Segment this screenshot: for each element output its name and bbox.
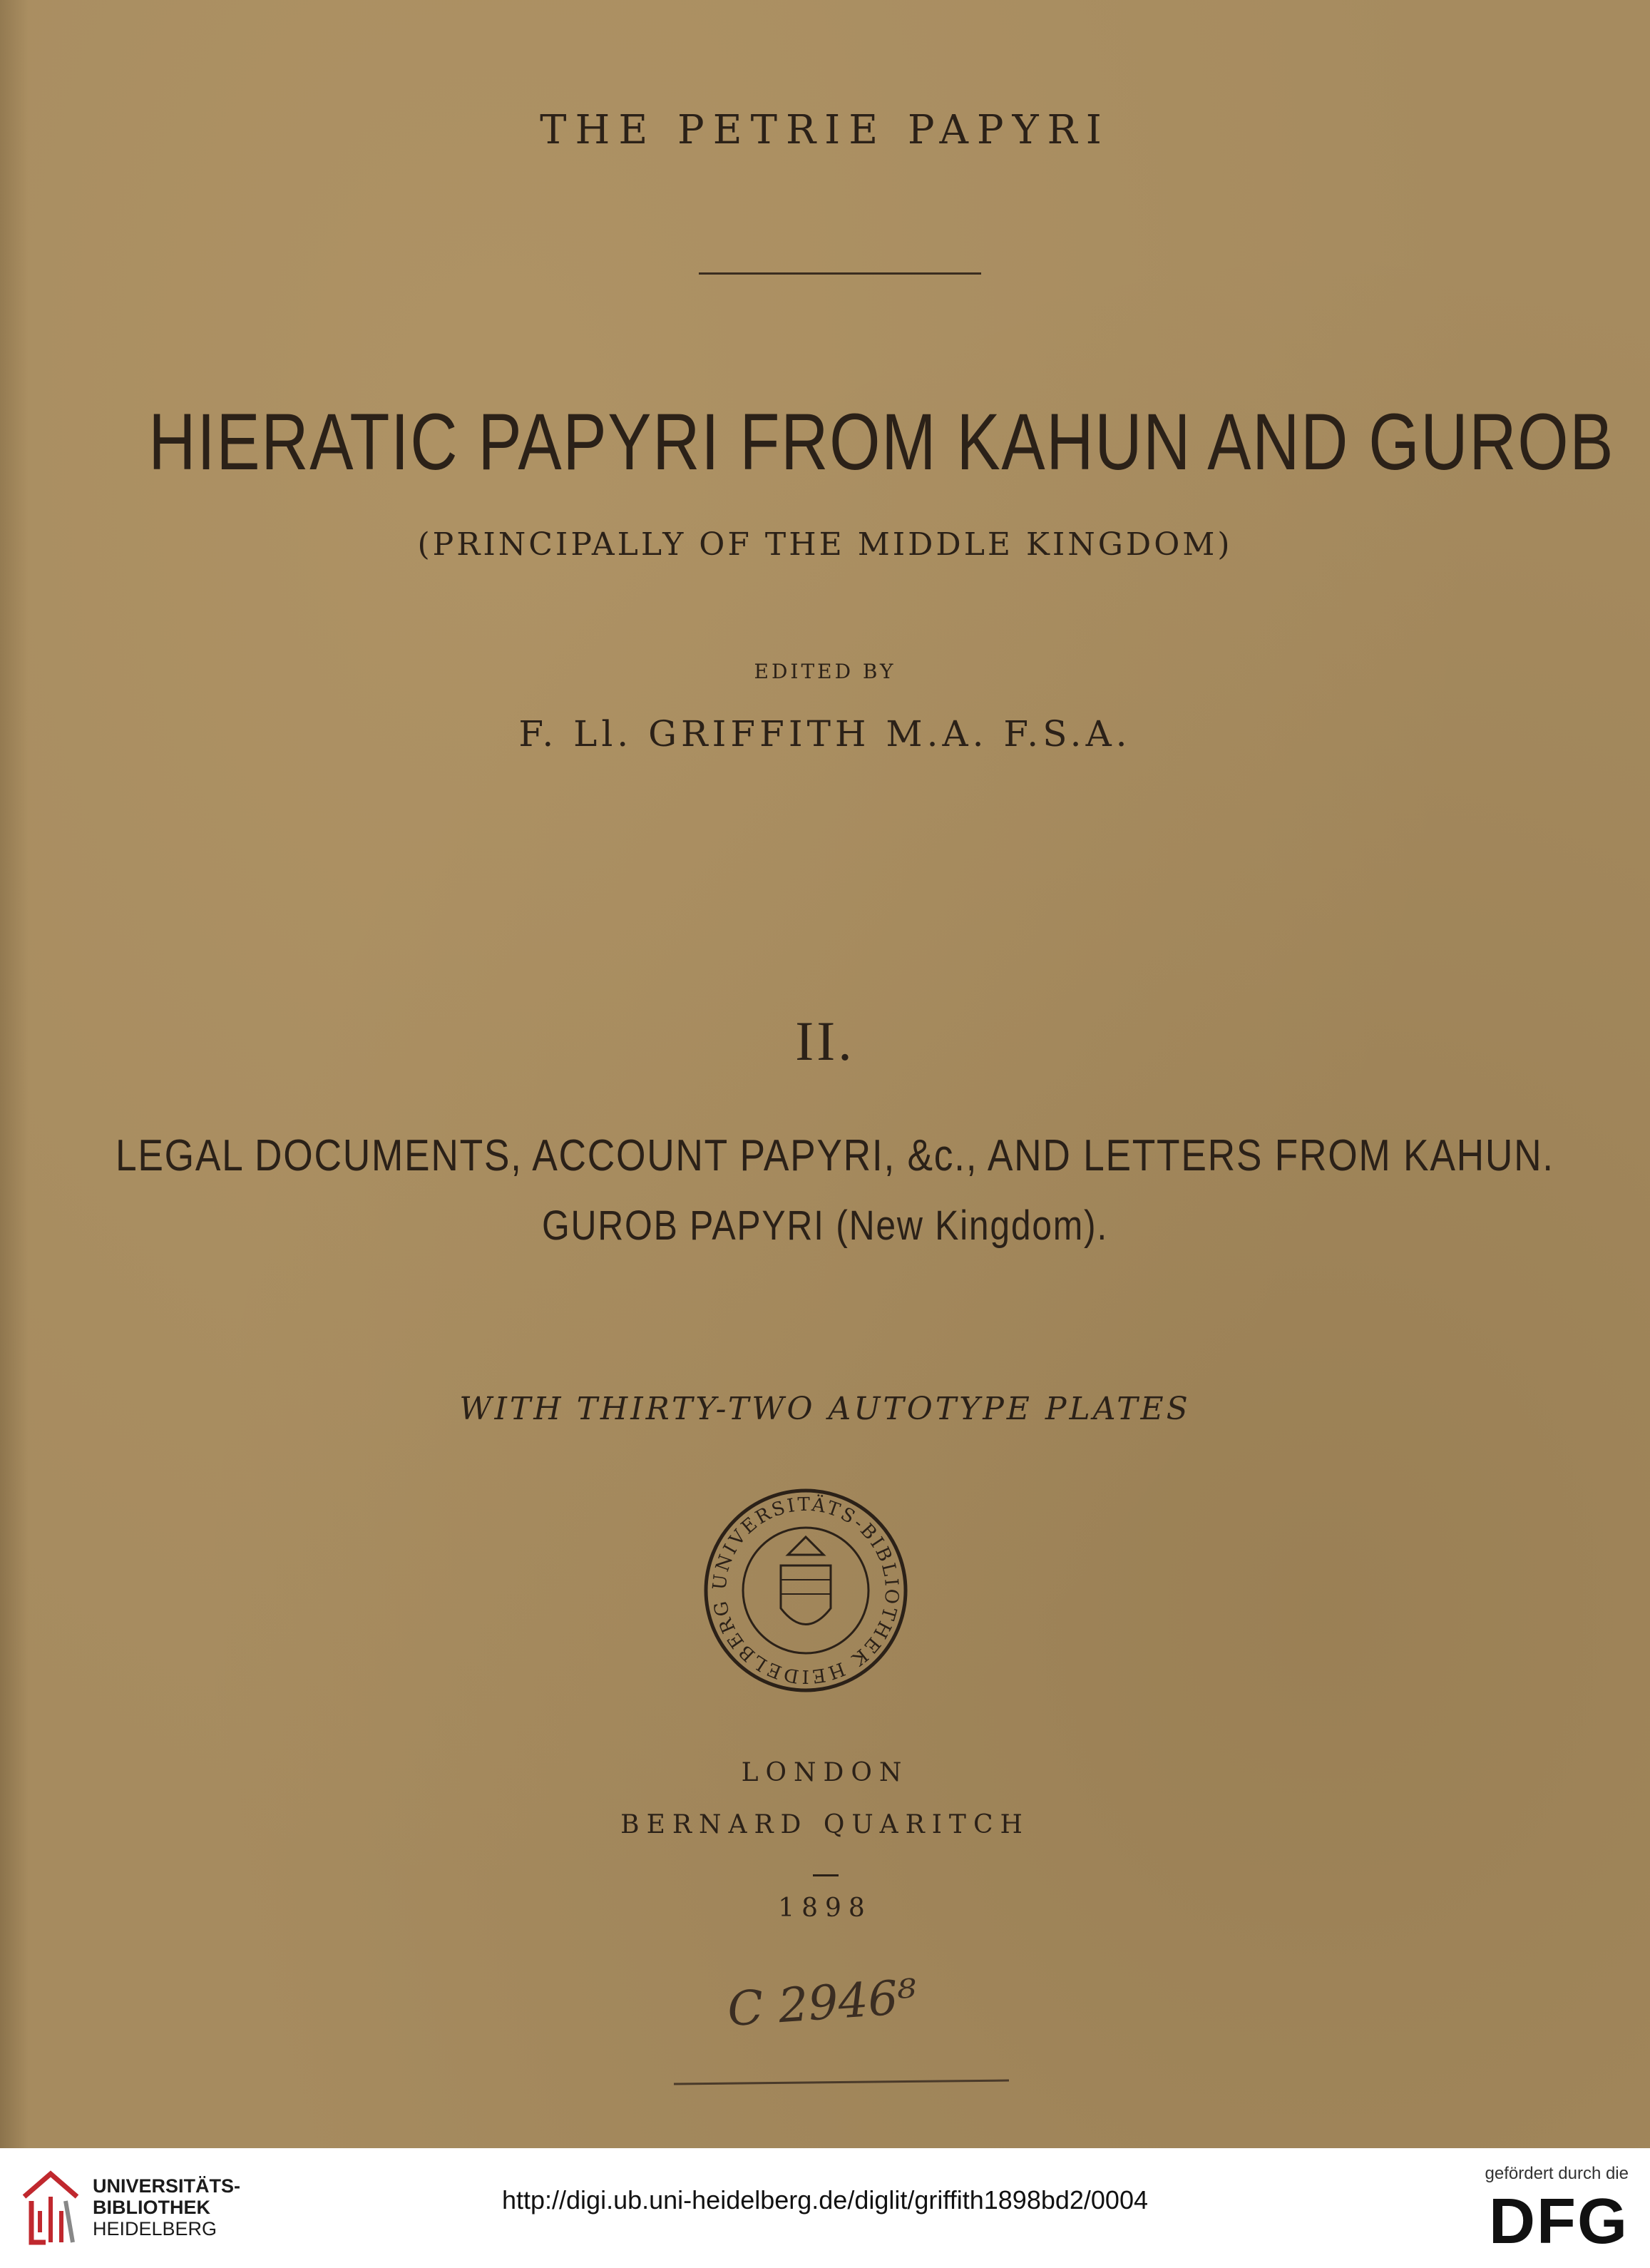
library-name-line-1: UNIVERSITÄTS- [93, 2175, 241, 2197]
volume-number: II. [795, 1010, 855, 1072]
contents-line-2: GUROB PAPYRI (New Kingdom). [542, 1202, 1108, 1249]
publisher-name: BERNARD QUARITCH [620, 1810, 1030, 1839]
main-title: HIERATIC PAPYRI FROM KAHUN AND GUROB [148, 397, 1615, 486]
footer-bar [0, 2148, 1650, 2268]
edited-by-label: EDITED BY [754, 660, 896, 683]
plates-note: WITH THIRTY-TWO AUTOTYPE PLATES [459, 1391, 1191, 1427]
permalink-url[interactable]: http://digi.ub.uni-heidelberg.de/diglit/griffith1898bd2/0004 [501, 2185, 1148, 2215]
dfg-logo: DFG [1489, 2186, 1629, 2257]
series-title: THE PETRIE PAPYRI [540, 107, 1110, 153]
editor-name: F. Ll. GRIFFITH M.A. F.S.A. [518, 713, 1132, 755]
subtitle: (PRINCIPALLY OF THE MIDDLE KINGDOM) [417, 526, 1233, 563]
svg-text:UNIVERSITÄTS-BIBLIOTHEK HEIDEL: UNIVERSITÄTS-BIBLIOTHEK HEIDELBERG [709, 1493, 903, 1687]
handwritten-underline [674, 2080, 1009, 2085]
handwritten-shelf-mark: C 2946⁸ [725, 1968, 919, 2038]
library-stamp-icon [702, 1487, 909, 1694]
contents-line-1: LEGAL DOCUMENTS, ACCOUNT PAPYRI, &c., AND LETTERS FROM KAHUN. [115, 1131, 1554, 1180]
library-name-line-3: HEIDELBERG [93, 2218, 217, 2239]
publisher-city: LONDON [741, 1758, 909, 1787]
publication-year: 1898 [778, 1894, 872, 1923]
year-dash [813, 1874, 839, 1876]
funded-by-label: gefördert durch die [1485, 2164, 1629, 2183]
library-name-line-2: BIBLIOTHEK [93, 2197, 210, 2218]
title-rule [699, 272, 981, 275]
